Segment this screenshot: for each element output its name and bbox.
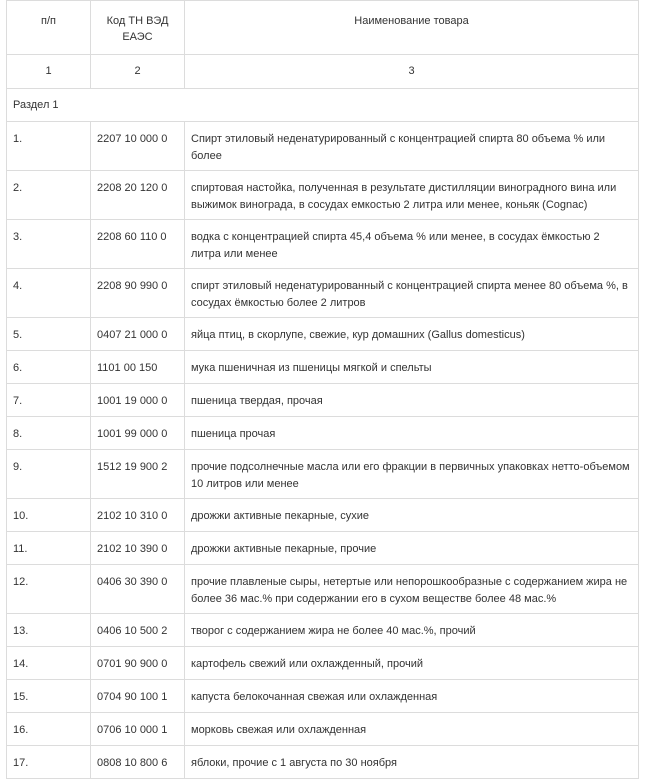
row-number: 8. [7, 417, 91, 450]
row-name: прочие плавленые сыры, нетертые или непорошкообразные с содержанием жира не более 36 мас.% при содержании его в сухом веществе более 48 мас.% [185, 565, 639, 614]
row-name: яблоки, прочие с 1 августа по 30 ноября [185, 746, 639, 779]
row-name: дрожжи активные пекарные, сухие [185, 499, 639, 532]
column-numbers-row [7, 55, 639, 89]
row-number: 13. [7, 614, 91, 647]
row-code: 1001 19 000 0 [91, 384, 185, 417]
row-code: 1101 00 150 [91, 351, 185, 384]
column-number-3: 3 [185, 55, 639, 89]
row-number: 2. [7, 171, 91, 220]
table-row [7, 351, 639, 384]
table-row [7, 746, 639, 779]
column-number-1: 1 [7, 55, 91, 89]
section-row [7, 89, 639, 122]
row-code: 2102 10 310 0 [91, 499, 185, 532]
row-number: 3. [7, 220, 91, 269]
row-name: морковь свежая или охлажденная [185, 713, 639, 746]
row-name: прочие подсолнечные масла или его фракции в первичных упаковках нетто-объемом 10 литров или менее [185, 450, 639, 499]
row-name: Спирт этиловый неденатурированный с концентрацией спирта 80 объема % или более [185, 122, 639, 171]
table-row [7, 565, 639, 614]
row-name: спиртовая настойка, полученная в результате дистилляции виноградного вина или выжимок винограда, в сосудах емкостью 2 литра или менее, коньяк (Cognac) [185, 171, 639, 220]
row-number: 17. [7, 746, 91, 779]
row-code: 2208 60 110 0 [91, 220, 185, 269]
row-name: творог с содержанием жира не более 40 мас.%, прочий [185, 614, 639, 647]
row-name: дрожжи активные пекарные, прочие [185, 532, 639, 565]
section-label: Раздел 1 [7, 89, 639, 122]
row-number: 9. [7, 450, 91, 499]
row-code: 0706 10 000 1 [91, 713, 185, 746]
row-name: яйца птиц, в скорлупе, свежие, кур домашних (Gallus domesticus) [185, 318, 639, 351]
table-header-row [7, 1, 639, 55]
row-name: картофель свежий или охлажденный, прочий [185, 647, 639, 680]
goods-table-container [6, 0, 638, 779]
row-number: 10. [7, 499, 91, 532]
row-code: 2102 10 390 0 [91, 532, 185, 565]
row-name: мука пшеничная из пшеницы мягкой и спельты [185, 351, 639, 384]
row-number: 7. [7, 384, 91, 417]
table-row [7, 384, 639, 417]
row-number: 6. [7, 351, 91, 384]
row-code: 1512 19 900 2 [91, 450, 185, 499]
table-row [7, 614, 639, 647]
row-number: 5. [7, 318, 91, 351]
row-number: 15. [7, 680, 91, 713]
row-code: 0704 90 100 1 [91, 680, 185, 713]
row-code: 0808 10 800 6 [91, 746, 185, 779]
table-row [7, 532, 639, 565]
row-name: капуста белокочанная свежая или охлажденная [185, 680, 639, 713]
row-code: 1001 99 000 0 [91, 417, 185, 450]
row-name: водка с концентрацией спирта 45,4 объема % или менее, в сосудах ёмкостью 2 литра или менее [185, 220, 639, 269]
goods-table [6, 0, 639, 779]
row-number: 4. [7, 269, 91, 318]
table-row [7, 220, 639, 269]
table-row [7, 680, 639, 713]
row-number: 12. [7, 565, 91, 614]
header-code: Код ТН ВЭД ЕАЭС [91, 1, 185, 55]
table-row [7, 499, 639, 532]
row-code: 2208 90 990 0 [91, 269, 185, 318]
table-row [7, 171, 639, 220]
table-row [7, 122, 639, 171]
column-number-2: 2 [91, 55, 185, 89]
row-code: 0406 30 390 0 [91, 565, 185, 614]
row-code: 0406 10 500 2 [91, 614, 185, 647]
row-code: 2207 10 000 0 [91, 122, 185, 171]
table-row [7, 450, 639, 499]
row-number: 14. [7, 647, 91, 680]
header-name: Наименование товара [185, 1, 639, 55]
table-row [7, 269, 639, 318]
row-name: пшеница прочая [185, 417, 639, 450]
table-row [7, 318, 639, 351]
row-code: 0407 21 000 0 [91, 318, 185, 351]
row-name: пшеница твердая, прочая [185, 384, 639, 417]
row-number: 1. [7, 122, 91, 171]
row-number: 16. [7, 713, 91, 746]
row-code: 0701 90 900 0 [91, 647, 185, 680]
table-row [7, 713, 639, 746]
row-name: спирт этиловый неденатурированный с концентрацией спирта менее 80 объема %, в сосудах ёмкостью более 2 литров [185, 269, 639, 318]
row-number: 11. [7, 532, 91, 565]
row-code: 2208 20 120 0 [91, 171, 185, 220]
header-num: п/п [7, 1, 91, 55]
table-row [7, 417, 639, 450]
table-row [7, 647, 639, 680]
